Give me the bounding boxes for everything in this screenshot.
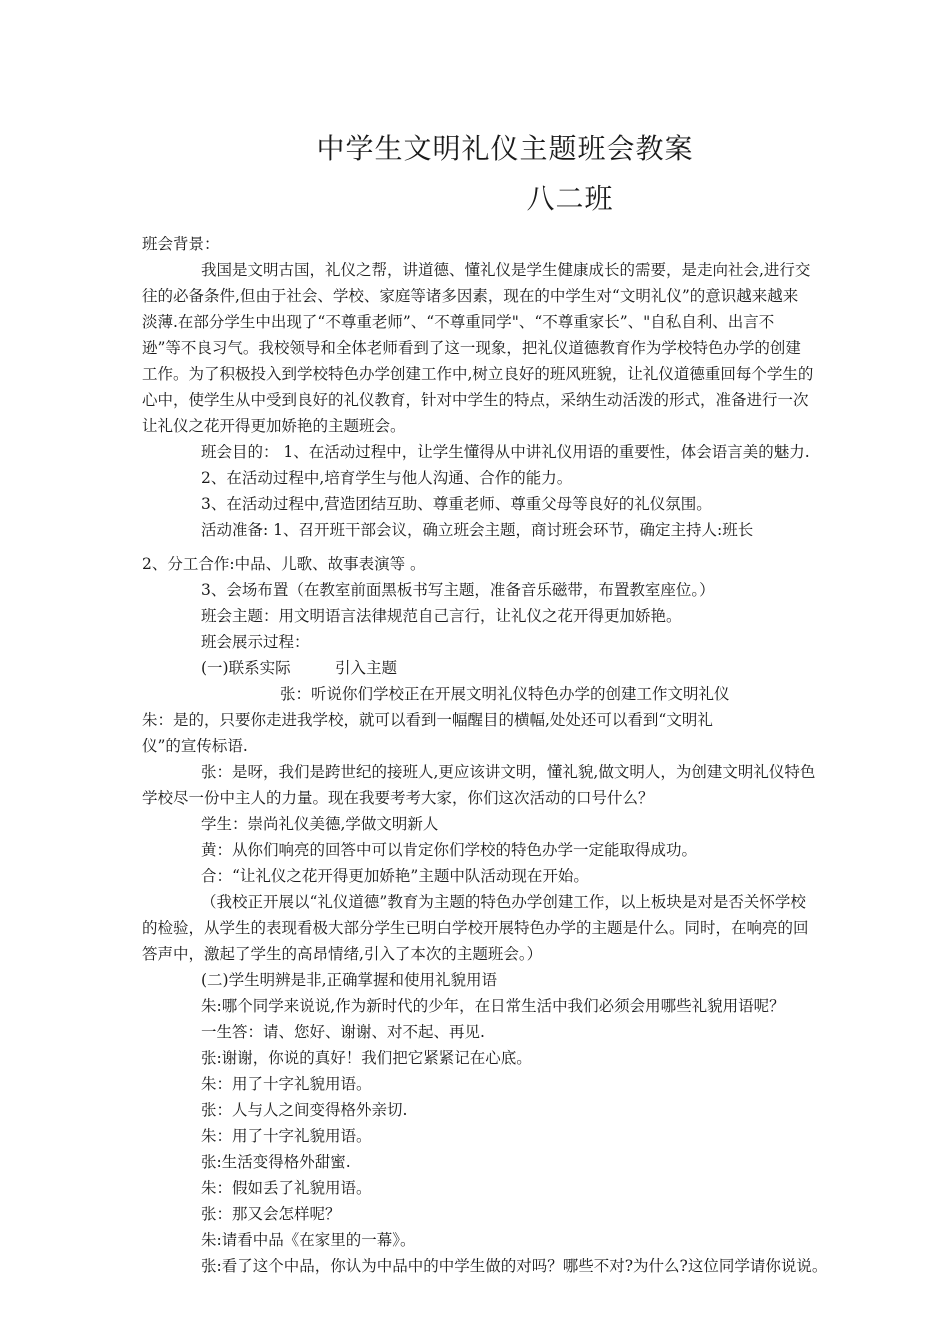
- dialogue-line: 合：“让礼仪之花开得更加娇艳”主题中队活动现在开始。: [201, 867, 589, 885]
- text-line: 的检验，从学生的表现看极大部分学生已明白学校开展特色办学的主题是什么。同时，在响亮的回: [142, 919, 809, 937]
- text-line: （我校正开展以“礼仪道德”教育为主题的特色办学创建工作，以上板块是对是否关怀学校: [201, 893, 806, 911]
- dialogue-line: 张：听说你们学校正在开展文明礼仪特色办学的创建工作文明礼仪: [280, 685, 730, 703]
- text-line: 3、在活动过程中,营造团结互助、尊重老师、尊重父母等良好的礼仪氛围。: [201, 495, 712, 513]
- text-line: 逊”等不良习气。我校领导和全体老师看到了这一现象，把礼仪道德教育作为学校特色办学的创建: [142, 339, 801, 357]
- dialogue-line: 学生：崇尚礼仪美德,学做文明新人: [201, 815, 439, 833]
- text-line: 班会背景：: [142, 235, 220, 253]
- dialogue-line: 黄：从你们响亮的回答中可以肯定你们学校的特色办学一定能取得成功。: [201, 841, 698, 859]
- text-line: 我国是文明古国，礼仪之帮，讲道德、懂礼仪是学生健康成长的需要，是走向社会,进行交: [201, 261, 811, 279]
- dialogue-line: 朱：用了十字礼貌用语。: [201, 1075, 372, 1093]
- dialogue-line: 仪”的宣传标语.: [142, 737, 248, 755]
- text-line: 班会展示过程：: [201, 633, 310, 651]
- dialogue-line: 张:谢谢，你说的真好！我们把它紧紧记在心底。: [201, 1049, 532, 1067]
- class-name: 八二班: [526, 182, 614, 215]
- document-title: 中学生文明礼仪主题班会教案: [316, 132, 694, 165]
- text-line: 2、在活动过程中,培育学生与他人沟通、合作的能力。: [201, 469, 573, 487]
- dialogue-line: 朱:哪个同学来说说,作为新时代的少年，在日常生活中我们必须会用哪些礼貌用语呢？: [201, 997, 785, 1015]
- dialogue-line: 朱：用了十字礼貌用语。: [201, 1127, 372, 1145]
- text-line: 3、会场布置（在教室前面黑板书写主题，准备音乐磁带，布置教室座位。）: [201, 581, 715, 599]
- dialogue-line: 张：人与人之间变得格外亲切.: [201, 1101, 408, 1119]
- text-line: 工作。为了积极投入到学校特色办学创建工作中,树立良好的班风班貌，让礼仪道德重回每个学生的: [142, 365, 814, 383]
- text-line: 班会目的： 1、在活动过程中，让学生懂得从中讲礼仪用语的重要性，体会语言美的魅力.: [201, 443, 810, 461]
- dialogue-line: 张:生活变得格外甜蜜.: [201, 1153, 351, 1171]
- dialogue-line: 张：是呀，我们是跨世纪的接班人,更应该讲文明，懂礼貌,做文明人，为创建文明礼仪特色: [201, 763, 816, 781]
- text-line: 心中，使学生从中受到良好的礼仪教育，针对中学生的特点，采纳生动活泼的形式，准备进行一次: [142, 391, 809, 409]
- text-line: 答声中，激起了学生的高昂情绪,引入了本次的主题班会。）: [142, 945, 543, 963]
- text-line: 让礼仪之花开得更加娇艳的主题班会。: [142, 417, 406, 435]
- dialogue-line: 张：那又会怎样呢？: [201, 1205, 341, 1223]
- text-line: 班会主题：用文明语言法律规范自己言行，让礼仪之花开得更加娇艳。: [201, 607, 682, 625]
- section-heading: (二)学生明辨是非,正确掌握和使用礼貌用语: [201, 971, 498, 989]
- dialogue-line: 朱:请看中品《在家里的一幕》。: [201, 1231, 416, 1249]
- text-line: 2、分工合作:中品、儿歌、故事表演等 。: [142, 555, 426, 573]
- dialogue-line: 一生答：请、您好、谢谢、对不起、再见.: [201, 1023, 485, 1041]
- dialogue-line: 朱：是的，只要你走进我学校，就可以看到一幅醒目的横幅,处处还可以看到“文明礼: [142, 711, 713, 729]
- text-line: 往的必备条件,但由于社会、学校、家庭等诸多因素，现在的中学生对“文明礼仪”的意识越来越来: [142, 287, 799, 305]
- text-line: 淡薄.在部分学生中出现了“不尊重老师”、“不尊重同学"、“不尊重家长”、"自私自利、出言不: [142, 313, 775, 331]
- dialogue-line: 朱：假如丢了礼貌用语。: [201, 1179, 372, 1197]
- section-heading: (一)联系实际 引入主题: [201, 659, 397, 677]
- dialogue-line: 学校尽一份中主人的力量。现在我要考考大家，你们这次活动的口号什么？: [142, 789, 654, 807]
- text-line: 活动准备: 1、召开班干部会议，确立班会主题，商讨班会环节，确定主持人:班长: [201, 521, 754, 539]
- dialogue-line: 张:看了这个中品，你认为中品中的中学生做的对吗？哪些不对?为什么?这位同学请你说说。: [201, 1257, 828, 1275]
